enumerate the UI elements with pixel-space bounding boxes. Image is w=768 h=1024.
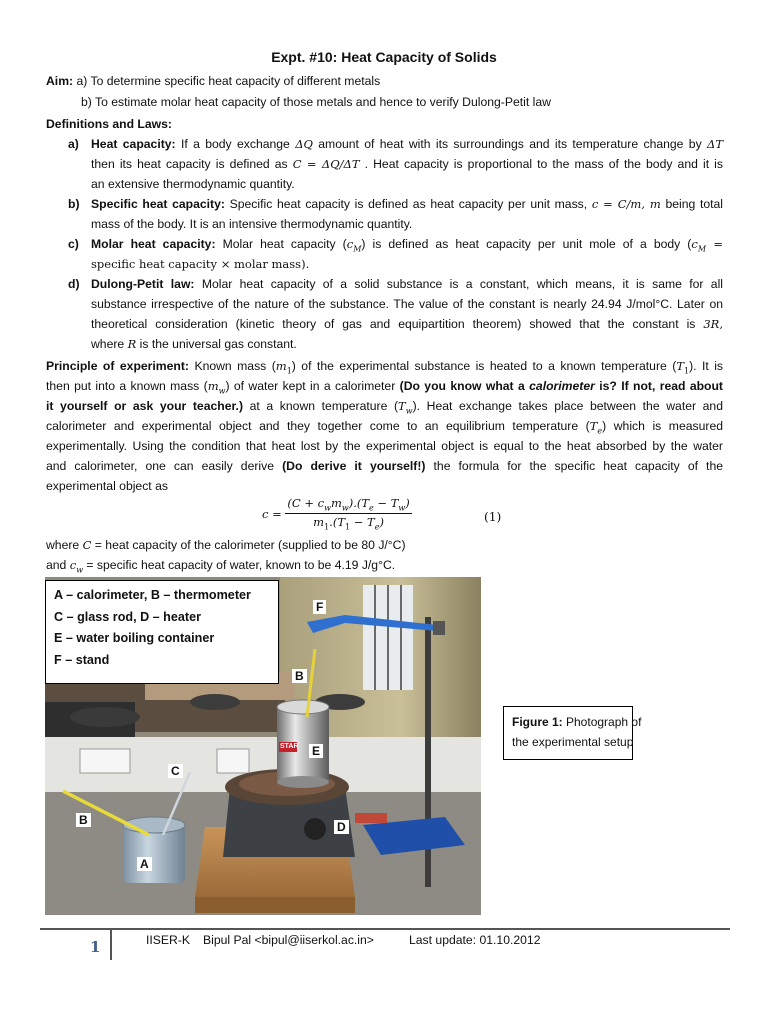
footer-divider — [40, 928, 730, 930]
def-d-line4 — [91, 336, 297, 352]
where-line2 — [46, 557, 395, 578]
list-marker-a: a) — [68, 137, 79, 151]
footer-author: Bipul Pal <bipul@iiserkol.ac.in> — [203, 933, 374, 947]
math-delta-q: ΔQ — [295, 137, 313, 151]
def-b-line1 — [91, 196, 723, 212]
container-brand-mark: STAR — [280, 743, 299, 750]
p-l6a: and calorimeter, one can easily derive — [46, 459, 283, 473]
figure-caption — [503, 706, 642, 760]
legend-line-4: F – stand — [54, 652, 110, 667]
def-d-line1 — [91, 276, 723, 292]
photo-label-f: F — [313, 600, 326, 614]
principle-line1 — [46, 358, 723, 379]
eq-n-sub3: e — [369, 503, 374, 513]
math-cw: c — [69, 558, 77, 572]
photo-label-e: E — [309, 744, 323, 758]
page-title: Expt. #10: Heat Capacity of Solids — [271, 49, 497, 65]
def-d-text: Molar heat capacity of a solid substance is a constant, which means, it is same for all — [194, 277, 723, 291]
math-tw: T — [398, 399, 406, 413]
aim-line-b: b) To estimate molar heat capacity of those metals and hence to verify Dulong-Petit law — [81, 95, 551, 109]
eq-n-sub4: w — [398, 503, 406, 513]
math-c-cal: C — [82, 538, 92, 552]
math-delta-t: ΔT — [707, 137, 724, 151]
def-b-term: Specific heat capacity: — [91, 197, 225, 211]
w-l1b: = heat capacity of the calorimeter (supplied to be 80 J/°C) — [91, 538, 406, 552]
photo-label-d: D — [334, 820, 349, 834]
math-heat-capacity-def: C = ΔQ/ΔT — [292, 157, 360, 171]
math-cm2-sub: M — [697, 244, 707, 254]
eq-lhs: c = — [262, 506, 282, 521]
eq-d-sub1: 1 — [324, 522, 330, 532]
eq-d-sub3: e — [374, 522, 380, 532]
math-m1-sub: 1 — [286, 366, 292, 376]
w-l1a: where — [46, 538, 83, 552]
list-marker-b: b) — [68, 197, 80, 211]
def-d-term: Dulong-Petit law: — [91, 277, 195, 291]
eq-numerator — [285, 496, 411, 514]
definitions-heading: Definitions and Laws: — [46, 117, 172, 131]
def-a-line2 — [91, 156, 723, 172]
math-r: R — [127, 337, 137, 351]
eq-fraction — [285, 496, 411, 532]
math-m1: m — [275, 359, 287, 373]
def-c-term: Molar heat capacity: — [91, 237, 216, 251]
eq-d2: .(T — [329, 515, 345, 530]
p-l4a: calorimeter and experimental object and they together come to an equilibrium temperature ( — [46, 419, 590, 433]
legend-line-2: C – glass rod, D – heater — [54, 609, 201, 624]
def-a-term: Heat capacity: — [91, 137, 176, 151]
def-d-line3 — [91, 316, 723, 332]
eq-n2: m — [330, 496, 342, 510]
math-te-sub: e — [597, 426, 603, 436]
p-l1b: ) of the experimental substance is heated to a known temperature ( — [291, 359, 677, 373]
photo-legend — [45, 580, 279, 684]
eq-d1: m — [313, 515, 325, 530]
figure-caption-text2: the experimental setup — [512, 735, 634, 749]
p-l1c: ). It is — [689, 359, 724, 373]
def-c-line2: specific heat capacity × molar mass). — [91, 257, 310, 271]
eq-n-sub2: w — [341, 503, 349, 513]
equation — [262, 496, 412, 532]
p-l1a: Known mass ( — [188, 359, 276, 373]
p-l4b: ) which is measured — [602, 419, 724, 433]
figure-label: Figure 1: — [512, 715, 563, 729]
equation-number: (1) — [484, 510, 502, 524]
def-a-text4: . Heat capacity is proportional to the mass of the body and it is — [359, 157, 723, 171]
def-c-text: Molar heat capacity ( — [215, 237, 347, 251]
aim-line-a — [46, 73, 380, 89]
def-c-text2: ) is defined as heat capacity per unit mole of a body ( — [361, 237, 692, 251]
w-l2a: and — [46, 558, 70, 572]
figure-caption-text1: Photograph of — [562, 715, 642, 729]
where-line1 — [46, 537, 406, 553]
principle-line4 — [46, 418, 723, 439]
p-l3a: at a known temperature ( — [243, 399, 399, 413]
math-cm2: c — [691, 237, 698, 251]
page-number: 1 — [90, 938, 101, 956]
legend-line-1: A – calorimeter, B – thermometer — [54, 588, 251, 602]
math-3r: 3R, — [703, 317, 723, 331]
aim-a-text: a) To determine specific heat capacity of different metals — [73, 74, 381, 88]
math-specific-heat-def: c = C/m, m — [591, 197, 661, 211]
legend-line-3: E – water boiling container — [54, 631, 215, 645]
photo-label-b-container: B — [292, 669, 307, 683]
math-cw-sub: w — [76, 565, 84, 575]
def-b-text2: being total — [660, 197, 723, 211]
eq-n4: − T — [373, 496, 399, 510]
def-d-text3: theoretical consideration (kinetic theory of gas and equipartition theorem) showed that the constant is — [91, 317, 704, 331]
def-b-line2: mass of the body. It is an intensive thermodynamic quantity. — [91, 217, 413, 231]
p-l2-bold2: is? If not, read about — [594, 379, 723, 393]
photo-label-b-calorimeter: B — [76, 813, 91, 827]
def-d-text4: where — [91, 337, 128, 351]
p-l3b: ). Heat exchange takes place between the water and — [412, 399, 723, 413]
eq-d3: − T — [350, 515, 375, 530]
principle-label: Principle of experiment: — [46, 359, 189, 373]
p-l3-bold: it yourself or ask your teacher.) — [46, 399, 244, 413]
eq-denominator — [285, 514, 411, 531]
def-d-text5: is the universal gas constant. — [136, 337, 297, 351]
eq-d-sub2: 1 — [344, 522, 351, 532]
w-l2b: = specific heat capacity of water, known to be 4.19 J/g°C. — [83, 558, 396, 572]
principle-line7: experimental object as — [46, 479, 168, 493]
photo-label-a: A — [137, 857, 152, 871]
def-a-line3: an extensive thermodynamic quantity. — [91, 177, 295, 191]
def-b-text: Specific heat capacity is defined as heat capacity per unit mass, — [224, 197, 592, 211]
eq-d4: ) — [379, 515, 384, 530]
eq-n5: ) — [405, 496, 410, 510]
math-t1-sub: 1 — [683, 366, 690, 376]
principle-line6 — [46, 458, 723, 474]
p-l6b: the formula for the specific heat capacity of the — [425, 459, 723, 473]
eq-n3: ).(T — [348, 496, 370, 510]
footer-institute: IISER-K — [146, 933, 191, 947]
def-d-line2: substance irrespective of the nature of the substance. The value of the constant is nearly 24.94 J/mol°C. Later on — [91, 297, 723, 311]
math-eq: = — [706, 237, 723, 251]
def-a-line1 — [91, 136, 723, 152]
def-c-line1 — [91, 236, 723, 257]
list-marker-d: d) — [68, 277, 80, 291]
principle-line2 — [46, 378, 723, 399]
principle-line5: experimentally. Using the condition that heat lost by the experimental object is equal to the heat absorbed by the water — [46, 439, 723, 453]
math-mw: m — [207, 379, 219, 393]
math-mw-sub: w — [218, 386, 226, 396]
def-a-text: If a body exchange — [175, 137, 296, 151]
p-l2a: then put into a known mass ( — [46, 379, 208, 393]
p-l6-bold: (Do derive it yourself!) — [282, 459, 426, 473]
math-tw-sub: w — [405, 406, 413, 416]
aim-label: Aim: — [46, 74, 74, 88]
eq-n-sub1: w — [324, 503, 331, 513]
footer-divider-vertical — [110, 928, 112, 960]
math-te: T — [589, 419, 598, 433]
eq-n1: (C + c — [287, 496, 325, 510]
math-t1: T — [676, 359, 684, 373]
principle-line3 — [46, 398, 723, 419]
math-cm: c — [346, 237, 354, 251]
def-a-text2: amount of heat with its surroundings and its temperature change by — [312, 137, 708, 151]
footer-last-update: Last update: 01.10.2012 — [409, 933, 541, 947]
math-cm-sub: M — [353, 244, 362, 254]
photo-label-c: C — [168, 764, 183, 778]
p-l2-bold1: (Do you know what a — [399, 379, 530, 393]
list-marker-c: c) — [68, 237, 79, 251]
def-a-text3: then its heat capacity is defined as — [91, 157, 293, 171]
p-l2b: ) of water kept in a calorimeter — [225, 379, 400, 393]
p-l2-ital: calorimeter — [529, 379, 595, 393]
